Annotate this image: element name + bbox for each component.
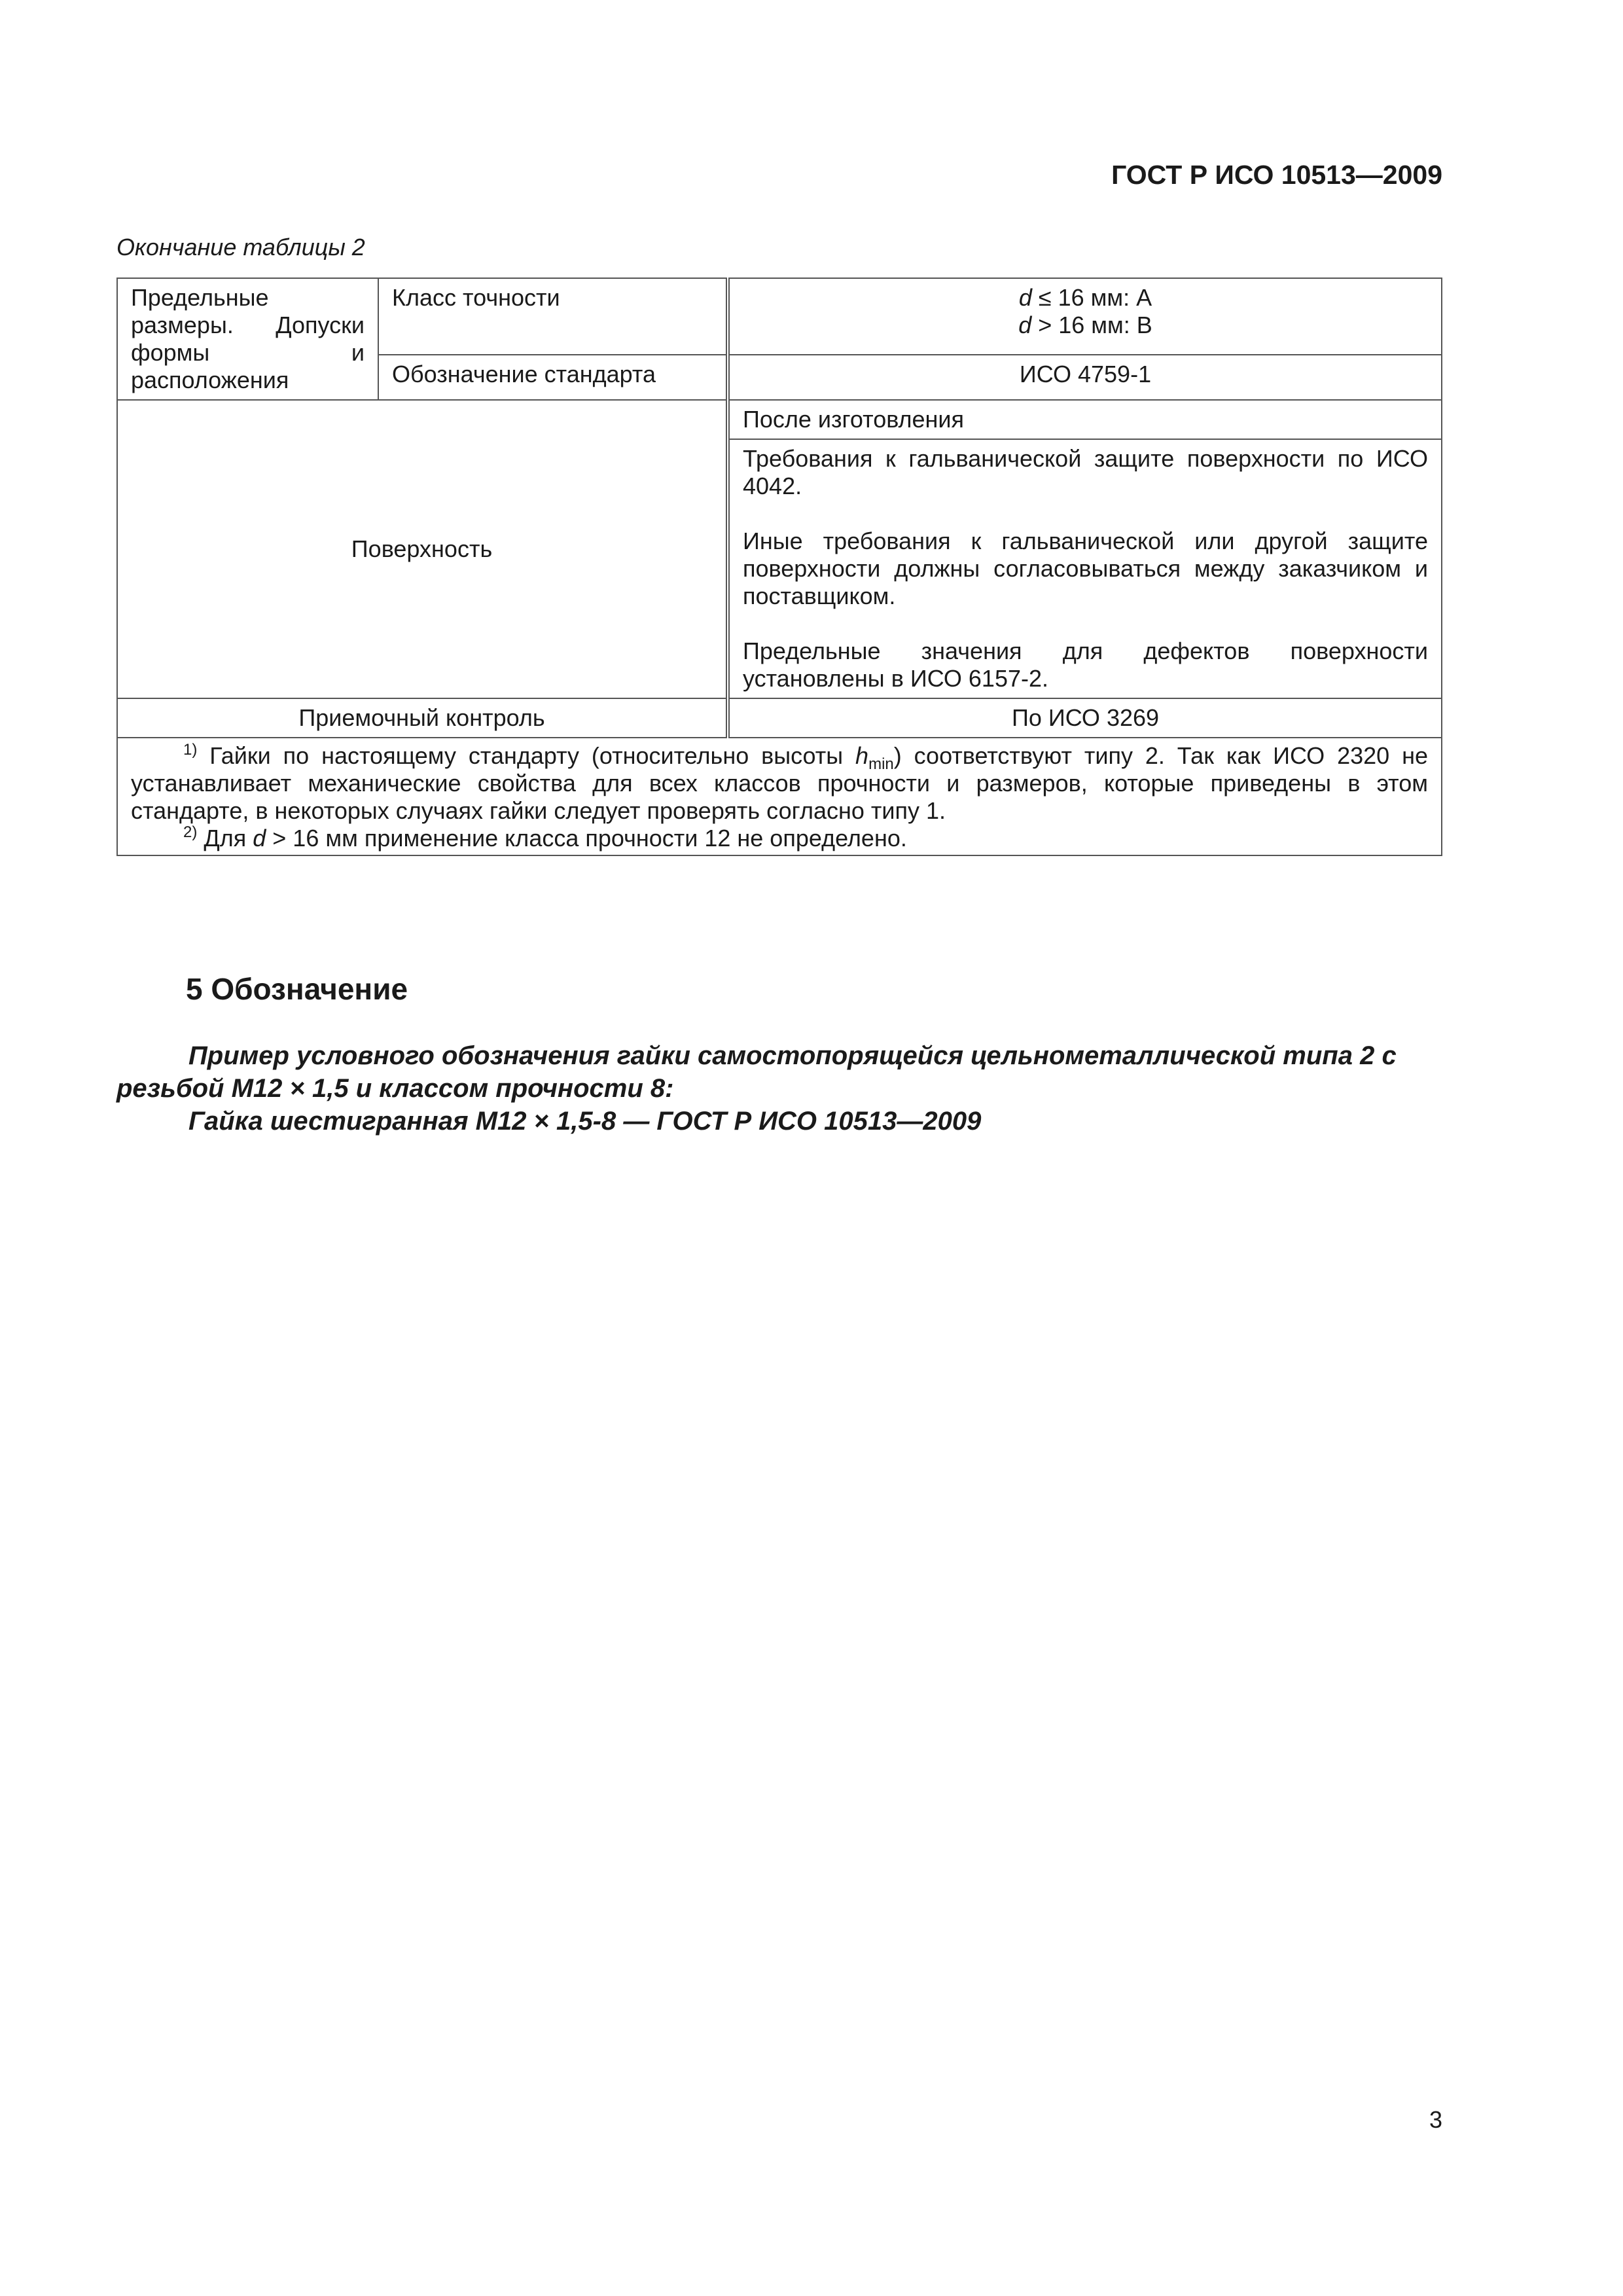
- footnote-1-sub: min: [868, 755, 894, 773]
- surface-para-3: Предельные значения для дефектов поверхности установлены в ИСО 6157-2.: [743, 637, 1428, 692]
- footnote-1-mark: 1): [183, 741, 198, 759]
- accuracy-line-2-var: d: [1018, 312, 1032, 338]
- cell-surface-requirements: [728, 439, 1442, 698]
- table-row-accuracy-class: [117, 278, 1442, 355]
- surface-para-2: Иные требования к гальванической или другой защите поверхности должны согласовываться между заказчиком и поставщиком.: [743, 528, 1428, 609]
- accuracy-line-2: [743, 312, 1428, 339]
- cell-tolerances-group: [117, 278, 378, 400]
- section-title: 5 Обозначение: [186, 972, 408, 1006]
- standard-label: Обозначение стандарта: [392, 361, 656, 388]
- table-row-footnotes: [117, 738, 1442, 855]
- surface-para-1: Требования к гальванической защите поверхности по ИСО 4042.: [743, 445, 1428, 499]
- spec-table: [116, 278, 1442, 856]
- accuracy-line-2-rest: > 16 мм: В: [1031, 312, 1152, 338]
- document-id-header: ГОСТ Р ИСО 10513—2009: [1111, 160, 1442, 190]
- tolerances-group-label: Предельные размеры. Допуски формы и расположения: [131, 284, 365, 393]
- acceptance-value: По ИСО 3269: [1011, 704, 1160, 731]
- acceptance-label: Приемочный контроль: [298, 704, 545, 731]
- footnote-2-part2: > 16 мм применение класса прочности 12 не определено.: [266, 825, 907, 852]
- footnote-2: [131, 825, 1428, 852]
- surface-label: Поверхность: [351, 535, 493, 562]
- cell-accuracy-class-label: [378, 278, 728, 355]
- cell-accuracy-class-value: [728, 278, 1442, 355]
- designation-example: [116, 1039, 1442, 1138]
- accuracy-class-label: Класс точности: [392, 284, 560, 311]
- table-caption: Окончание таблицы 2: [116, 234, 365, 260]
- cell-surface-label: [117, 400, 728, 698]
- standard-value: ИСО 4759-1: [1019, 361, 1152, 388]
- cell-standard-label: [378, 355, 728, 400]
- footnote-1-part1: Гайки по настоящему стандарту (относительно высоты: [197, 742, 856, 769]
- cell-footnotes: [117, 738, 1442, 855]
- accuracy-line-1: [743, 284, 1428, 312]
- accuracy-line-1-var: d: [1018, 284, 1032, 311]
- cell-acceptance-label: [117, 698, 728, 738]
- example-designation: Гайка шестигранная М12 × 1,5-8 — ГОСТ Р ИСО 10513—2009: [188, 1107, 982, 1136]
- cell-standard-value: [728, 355, 1442, 400]
- footnote-2-part1: Для: [197, 825, 253, 852]
- after-manufacturing-label: После изготовления: [743, 406, 965, 433]
- cell-after-manufacturing: [728, 400, 1442, 439]
- footnote-1: [131, 742, 1428, 825]
- table-row-acceptance: [117, 698, 1442, 738]
- cell-acceptance-value: [728, 698, 1442, 738]
- footnote-2-mark: 2): [183, 823, 198, 841]
- accuracy-line-1-rest: ≤ 16 мм: А: [1031, 284, 1152, 311]
- footnote-1-part2: ) соответствуют типу 2. Так как ИСО 2320 не устанавливает механические свойства для всех классов прочности и размеров, которые приведены в этом стандарте, в некоторых случаях гайки следует проверять согласно типу 1.: [131, 742, 1428, 824]
- page-number: 3: [1429, 2106, 1442, 2133]
- example-intro: Пример условного обозначения гайки самостопорящейся цельнометаллической типа 2 с резьбой М12 × 1,5 и классом прочности 8:: [116, 1041, 1397, 1103]
- footnote-2-var: d: [253, 825, 266, 852]
- table-row-surface-header: [117, 400, 1442, 439]
- footnote-1-var: h: [855, 742, 869, 769]
